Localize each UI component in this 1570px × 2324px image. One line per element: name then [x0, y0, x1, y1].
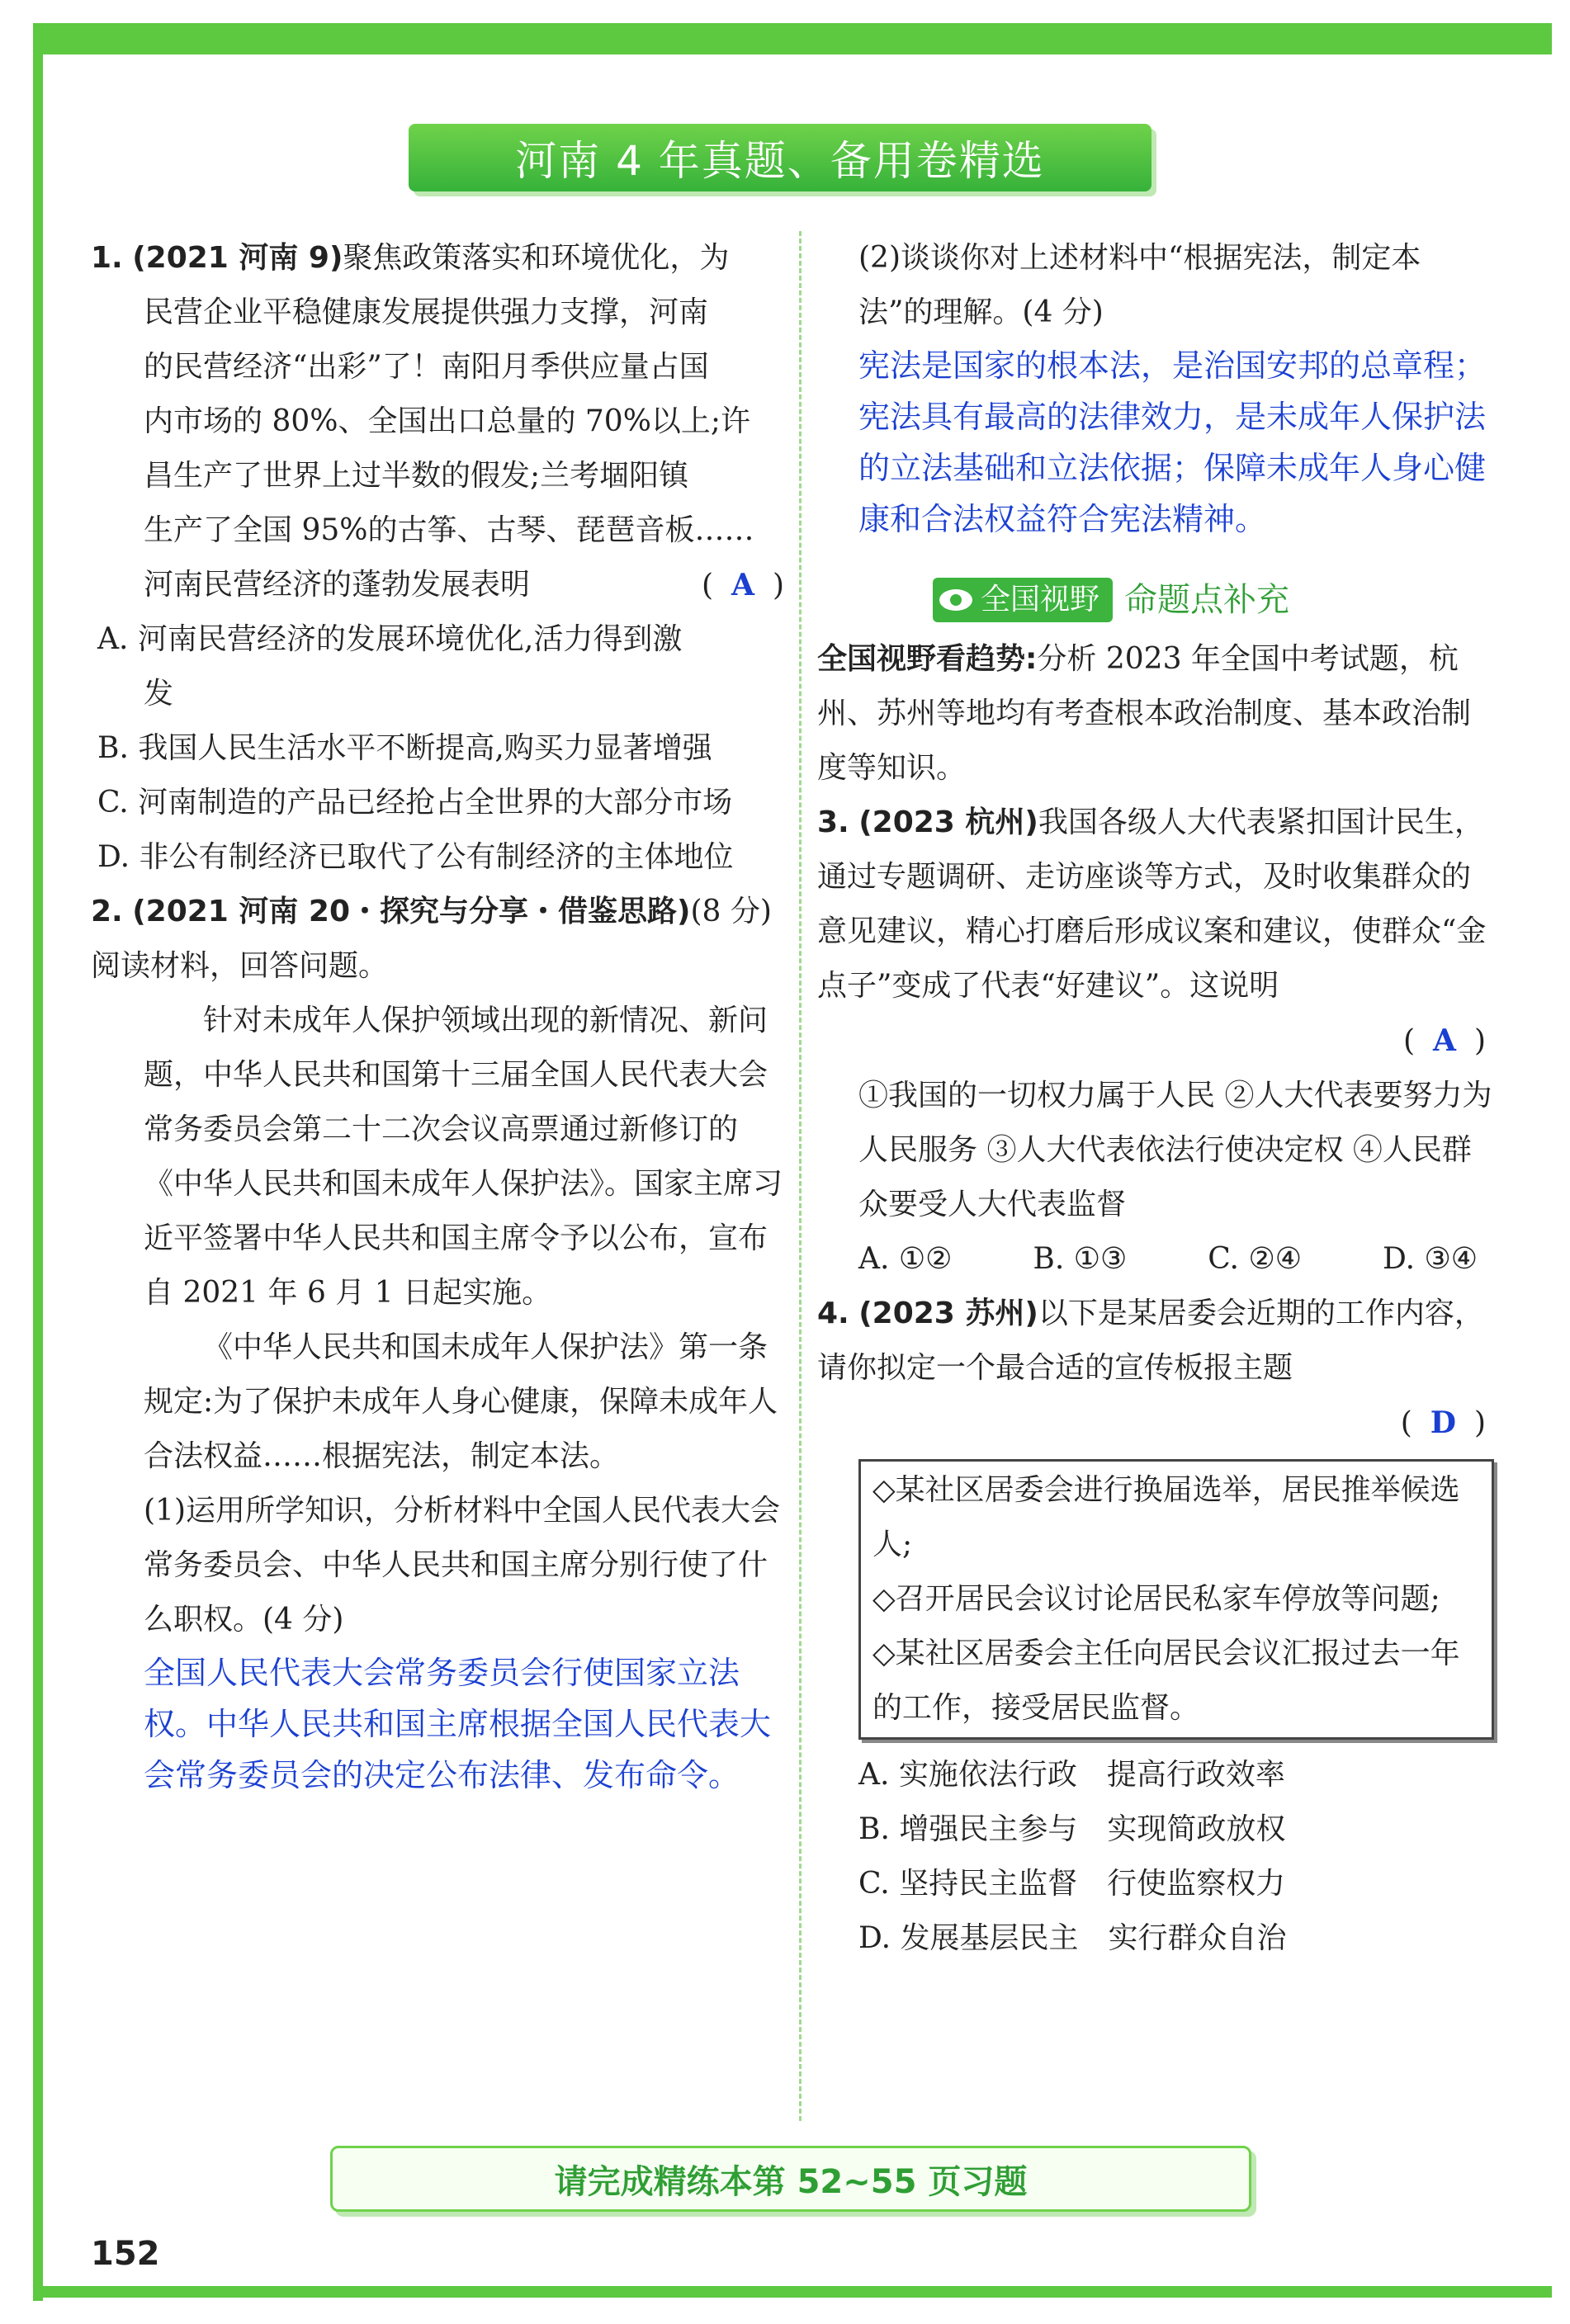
option-b: B. ①③ — [1033, 1242, 1128, 1276]
trend-label: 全国视野看趋势: — [817, 642, 1038, 676]
section-tag-label: 全国视野 — [981, 583, 1100, 616]
box-item: ◇召开居民会议讨论居民私家车停放等问题; — [872, 1582, 1440, 1616]
option-d: D. ③④ — [1382, 1242, 1478, 1276]
answer-2: 宪法是国家的根本法，是治国安邦的总章程；宪法具有最高的法律效力，是未成年人保护法的立法基础和立法依据；保障未成年人身心健康和合法权益符合宪法精神。 — [858, 347, 1487, 537]
option-c: C. ②④ — [1208, 1242, 1302, 1276]
option-a: A. 河南民营经济的发展环境优化,活力得到激发 — [97, 622, 683, 711]
option-d: D. 发展基层民主 实行群众自治 — [858, 1921, 1287, 1955]
question-source: (2021 河南 20・探究与分享・借鉴思路) — [132, 895, 691, 928]
top-decor-bar — [33, 23, 1552, 54]
question-number: 1. — [91, 241, 123, 275]
question-number: 2. — [91, 895, 123, 928]
column-divider — [799, 231, 802, 2121]
stem-line: 昌生产了世界上过半数的假发;兰考堌阳镇 — [144, 459, 689, 493]
answer-row: ( D ) — [1400, 1405, 1486, 1440]
option-b: B. 增强民主参与 实现简政放权 — [858, 1812, 1286, 1846]
answer: A — [1433, 1023, 1456, 1058]
question-source: (2021 河南 9) — [132, 241, 343, 275]
eye-icon — [939, 589, 972, 611]
right-column — [817, 231, 1494, 1966]
option-a: A. 实施依法行政 提高行政效率 — [858, 1758, 1285, 1792]
stem-line-last — [91, 558, 784, 612]
material-paragraph-2: 《中华人民共和国未成年人保护法》第一条规定:为了保护未成年人身心健康，保障未成年人合法权益……根据宪法，制定本法。 — [144, 1330, 778, 1473]
answer: D — [1430, 1405, 1456, 1440]
bottom-decor-bar — [33, 2286, 1552, 2298]
question-stem: 以下是某居委会近期的工作内容，请你拟定一个最合适的宣传板报主题 — [817, 1297, 1484, 1385]
material-paragraph-1: 针对未成年人保护领域出现的新情况、新问题，中华人民共和国第十三届全国人民代表大会常务委员会第二十二次会议高票通过新修订的《中华人民共和国未成年人保护法》。国家主席习近平签署中华人民共和国主席令予以公布，宣布自 2021 年 6 月 1 日起实施。 — [144, 1004, 783, 1310]
question-source: (2023 苏州) — [858, 1297, 1038, 1330]
page-title-banner — [409, 124, 1151, 191]
stem-line: 内市场的 80%、全国出口总量的 70%以上;许 — [144, 404, 751, 438]
stem-line: 民营企业平稳健康发展提供强力支撑，河南 — [144, 295, 709, 329]
section-tag — [933, 578, 1113, 622]
trend-paragraph — [817, 632, 1494, 796]
page-number: 152 — [91, 2235, 160, 2273]
question-number: 4. — [817, 1297, 849, 1330]
question-4 — [817, 1287, 1494, 1966]
answer: A — [731, 568, 754, 602]
options-row — [817, 1232, 1494, 1287]
page-title: 河南 4 年真题、备用卷精选 — [515, 137, 1045, 185]
left-column — [91, 231, 784, 1801]
question-stem: 我国各级人大代表紧扣国计民生，通过专题调研、走访座谈等方式，及时收集群众的意见建议，精心打磨后形成议案和建议，使群众“金点子”变成了代表“好建议”。这说明 — [817, 805, 1487, 1003]
option-c: C. 坚持民主监督 行使监察权力 — [858, 1867, 1286, 1901]
sub-question-1: (1)运用所学知识，分析材料中全国人民代表大会常务委员会、中华人民共和国主席分别行使了什么职权。(4 分) — [144, 1494, 780, 1637]
section-header — [933, 573, 1494, 627]
trend-text: 分析 2023 年全国中考试题，杭州、苏州等地均有考查根本政治制度、基本政治制度等知识。 — [817, 642, 1472, 785]
answer-bracket: ( A ) — [701, 568, 784, 602]
section-title: 命题点补充 — [1124, 581, 1290, 619]
question-source: (2023 杭州) — [858, 805, 1038, 839]
question-intro: (8 分)阅读材料，回答问题。 — [91, 895, 772, 983]
question-2 — [91, 885, 784, 1801]
question-1 — [91, 231, 784, 885]
exercise-reminder-banner — [330, 2146, 1251, 2212]
stem-line: 聚焦政策落实和环境优化，为 — [343, 241, 730, 275]
statements: ①我国的一切权力属于人民 ②人大代表要努力为人民服务 ③人大代表依法行使决定权 ④人民群众要受人大代表监督 — [858, 1079, 1492, 1221]
option-b: B. 我国人民生活水平不断提高,购买力显著增强 — [97, 731, 712, 765]
exercise-reminder-text: 请完成精练本第 52~55 页习题 — [554, 2162, 1028, 2201]
option-c: C. 河南制造的产品已经抢占全世界的大部分市场 — [97, 786, 733, 820]
work-content-box — [858, 1459, 1494, 1740]
stem-line: 河南民营经济的蓬勃发展表明 — [144, 568, 531, 602]
box-item: ◇某社区居委会主任向居民会议汇报过去一年的工作，接受居民监督。 — [872, 1637, 1460, 1725]
stem-line: 的民营经济“出彩”了！南阳月季供应量占国 — [144, 350, 709, 384]
box-item: ◇某社区居委会进行换届选举，居民推举候选人; — [872, 1473, 1460, 1561]
sub-question-2: (2)谈谈你对上述材料中“根据宪法，制定本法”的理解。(4 分) — [858, 241, 1421, 329]
question-number: 3. — [817, 805, 849, 839]
left-decor-bar — [33, 23, 43, 2301]
question-3 — [817, 796, 1494, 1287]
answer-1: 全国人民代表大会常务委员会行使国家立法权。中华人民共和国主席根据全国人民代表大会常务委员会的决定公布法律、发布命令。 — [144, 1655, 772, 1793]
answer-row: ( A ) — [1402, 1023, 1486, 1058]
option-a: A. ①② — [858, 1242, 953, 1276]
stem-line: 生产了全国 95%的古筝、古琴、琵琶音板…… — [144, 513, 754, 547]
option-d: D. 非公有制经济已取代了公有制经济的主体地位 — [97, 840, 734, 874]
